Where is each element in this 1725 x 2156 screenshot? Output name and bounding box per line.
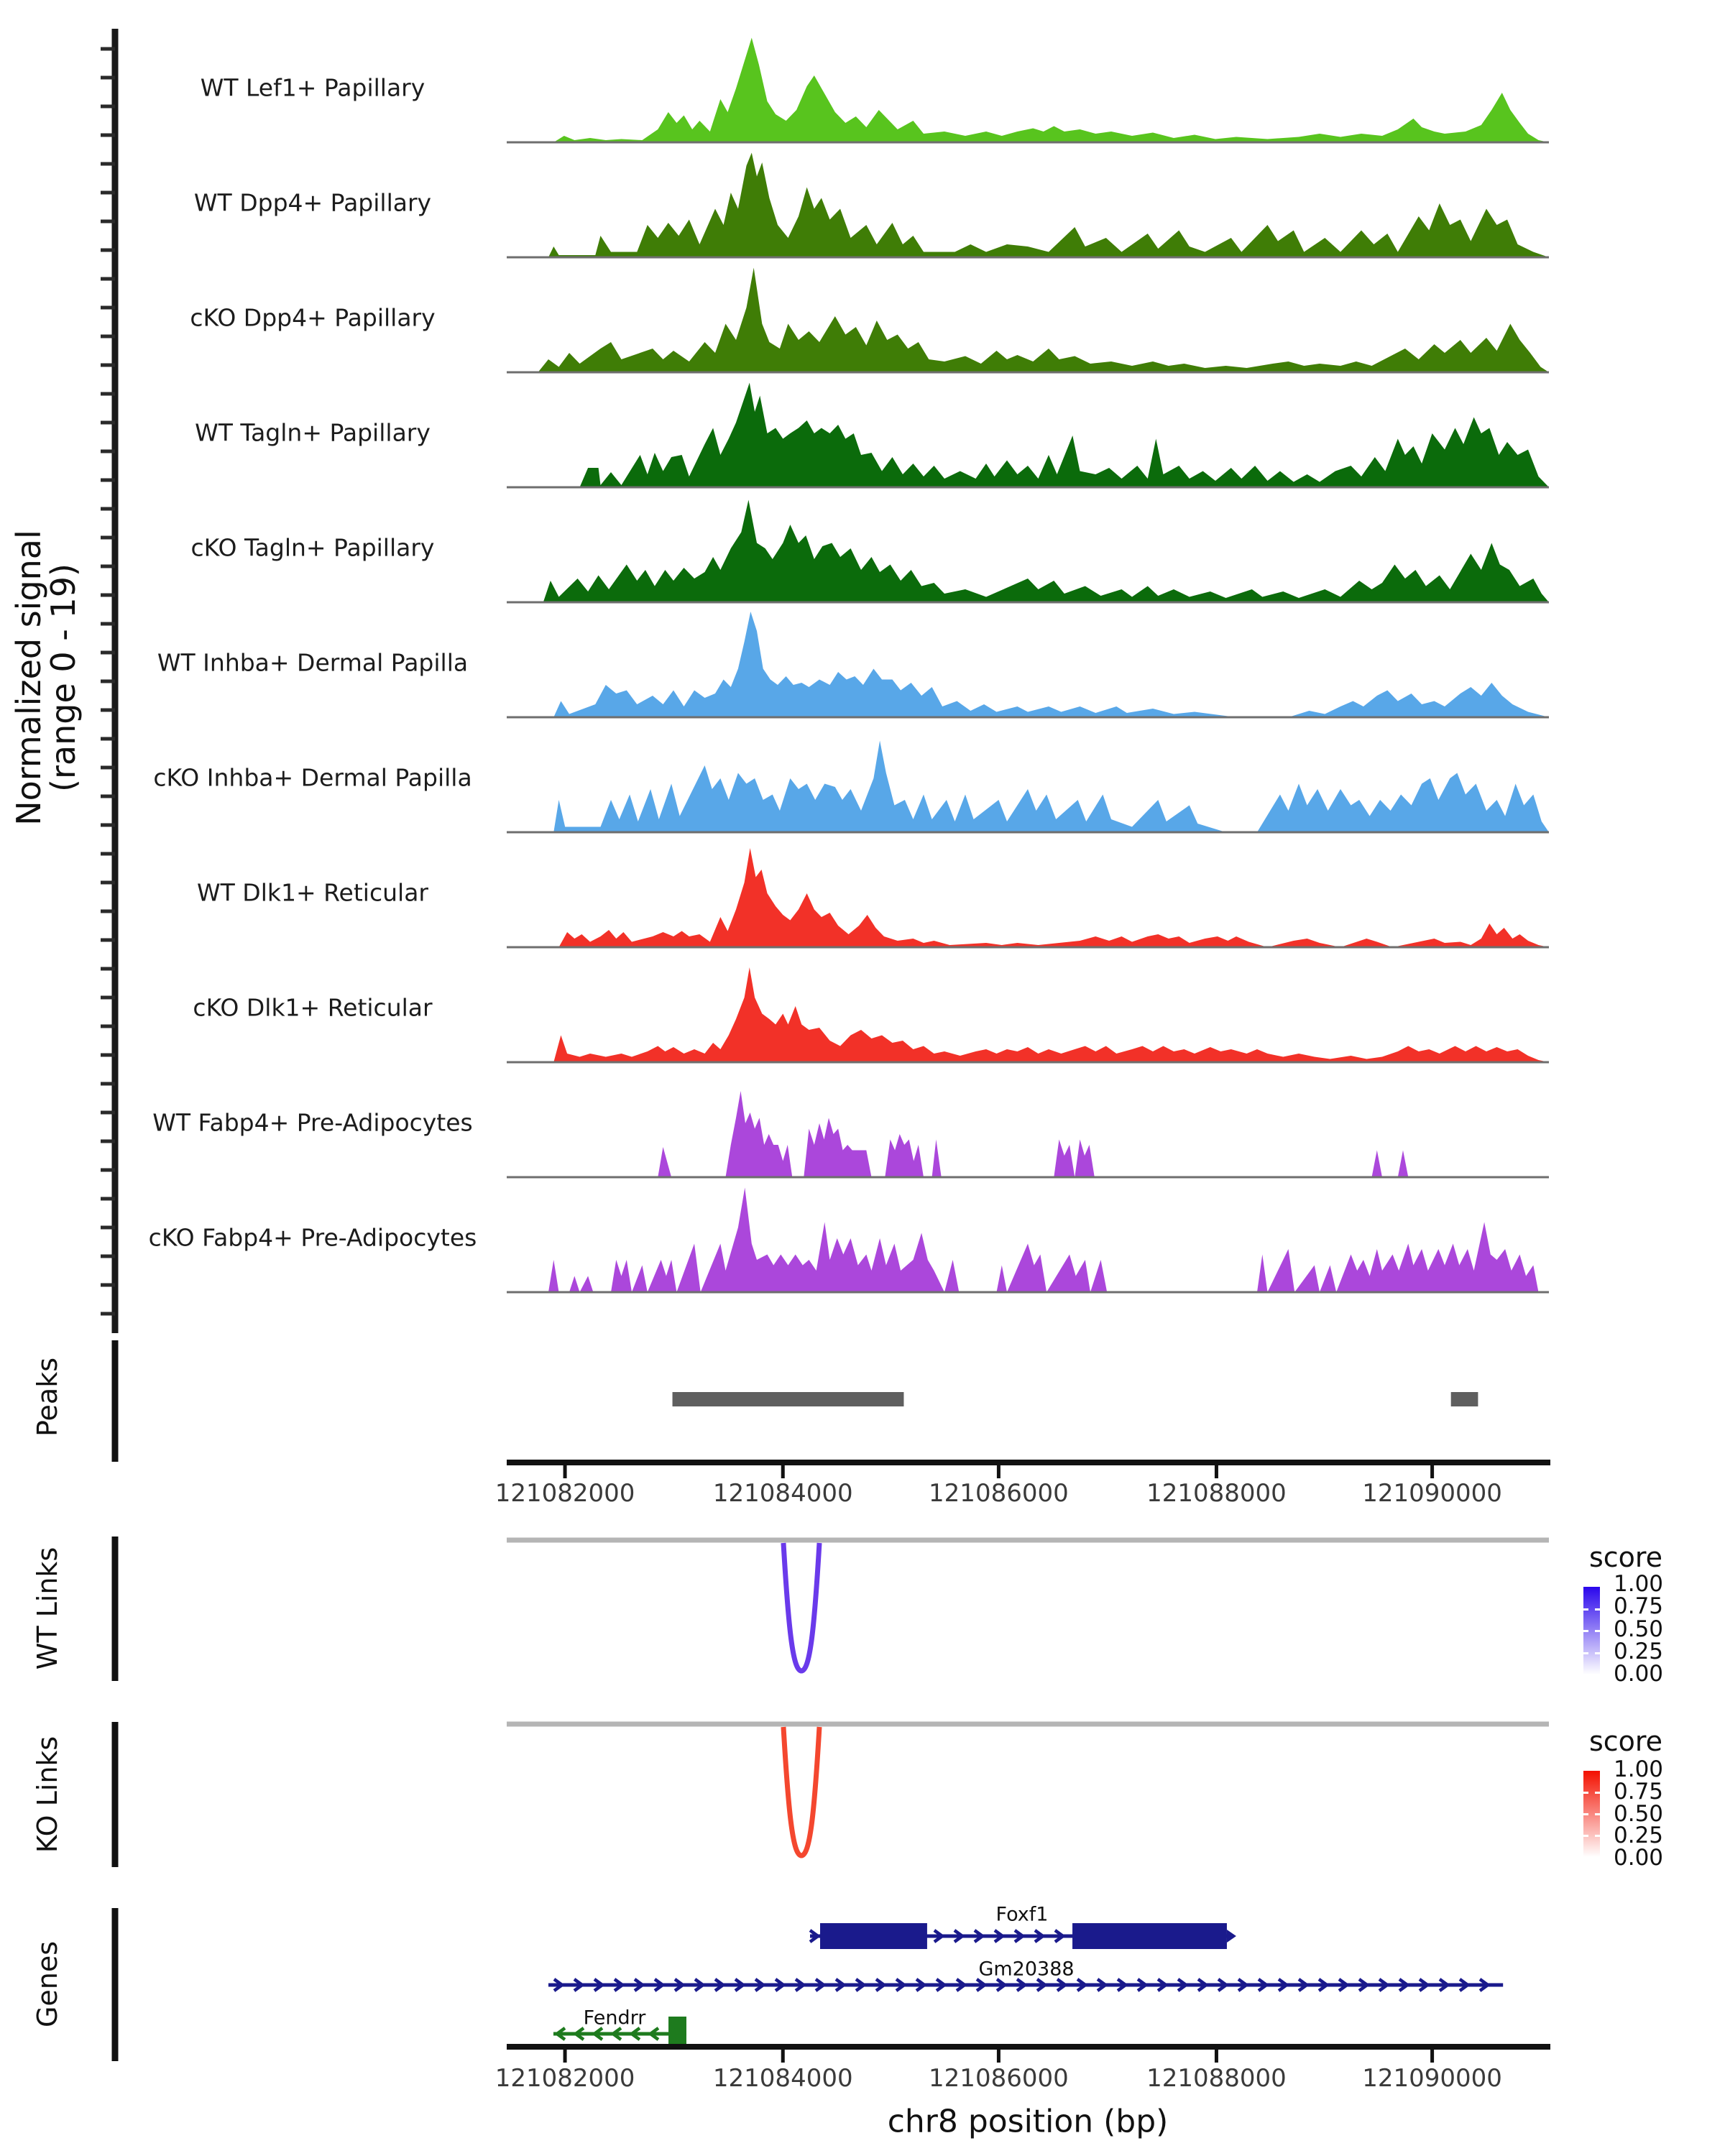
legend-bar-tick xyxy=(1595,1652,1600,1654)
signal-area-11 xyxy=(507,1188,1549,1293)
score-legend-value: 0.00 xyxy=(1614,1661,1664,1687)
ko-links-section-label: KO Links xyxy=(32,1736,63,1853)
genome-tick-label: 121088000 xyxy=(1146,1479,1287,1508)
links-arc-2 xyxy=(783,1727,819,1856)
track-label-7: cKO Inhba+ Dermal Papilla xyxy=(153,763,472,792)
y-axis-label-line2: (range 0 - 19) xyxy=(44,563,83,792)
legend-bar-tick xyxy=(1583,1630,1588,1632)
score-legend-value: 0.00 xyxy=(1614,1845,1664,1871)
genome-tick-label: 121090000 xyxy=(1362,2064,1502,2093)
signal-area-7 xyxy=(507,741,1549,833)
track-label-1: WT Lef1+ Papillary xyxy=(200,73,426,102)
signal-area-4 xyxy=(507,383,1549,488)
signal-area-9 xyxy=(507,967,1549,1062)
score-legend-title-1: score xyxy=(1588,1542,1663,1573)
track-label-6: WT Inhba+ Dermal Papilla xyxy=(157,648,469,677)
legend-bar-tick xyxy=(1595,1792,1600,1794)
track-label-9: cKO Dlk1+ Reticular xyxy=(193,993,433,1022)
signal-area-1 xyxy=(507,38,1549,143)
genome-tick-label: 121090000 xyxy=(1362,1479,1502,1508)
links-arc-1 xyxy=(783,1543,819,1671)
y-axis-label-line1: Normalized signal xyxy=(9,530,48,826)
gene-label-gm20388: Gm20388 xyxy=(978,1958,1075,1981)
wt-links-section-label: WT Links xyxy=(32,1547,63,1670)
legend-bar-tick xyxy=(1583,1792,1588,1794)
peaks-bar-2 xyxy=(1451,1392,1478,1406)
gene-foxf1-exon-1 xyxy=(820,1923,927,1949)
score-legend-value: 0.50 xyxy=(1614,1616,1664,1642)
track-label-10: WT Fabp4+ Pre-Adipocytes xyxy=(152,1108,473,1137)
legend-bar-tick xyxy=(1595,1813,1600,1815)
genome-tick-label: 121082000 xyxy=(494,1479,635,1508)
legend-bar-tick xyxy=(1583,1608,1588,1611)
score-legend-value: 1.00 xyxy=(1614,1571,1664,1597)
genome-tick-label: 121084000 xyxy=(712,1479,853,1508)
track-label-5: cKO Tagln+ Papillary xyxy=(190,533,435,562)
signal-area-2 xyxy=(507,153,1549,258)
legend-bar-tick xyxy=(1583,1813,1588,1815)
score-legend-value: 0.75 xyxy=(1614,1593,1664,1620)
gene-foxf1-exon-2 xyxy=(1072,1923,1227,1949)
legend-bar-tick xyxy=(1583,1652,1588,1654)
track-label-3: cKO Dpp4+ Papillary xyxy=(190,303,436,332)
score-legend-value: 1.00 xyxy=(1614,1756,1664,1782)
genome-tick-label: 121084000 xyxy=(712,2064,853,2093)
genome-tick-label: 121086000 xyxy=(929,1479,1069,1508)
gene-foxf1-end-arrow xyxy=(1227,1930,1236,1943)
signal-area-8 xyxy=(507,848,1549,947)
genome-tick-label: 121086000 xyxy=(929,2064,1069,2093)
score-legend-value: 0.50 xyxy=(1614,1800,1664,1827)
genes-section-label: Genes xyxy=(32,1940,63,2028)
signal-area-5 xyxy=(507,500,1549,603)
gene-label-foxf1: Foxf1 xyxy=(995,1903,1049,1926)
track-label-4: WT Tagln+ Papillary xyxy=(195,418,431,447)
signal-area-6 xyxy=(507,612,1549,717)
signal-area-10 xyxy=(507,1091,1549,1177)
legend-bar-tick xyxy=(1595,1630,1600,1632)
score-legend-value: 0.75 xyxy=(1614,1778,1664,1805)
x-axis-title: chr8 position (bp) xyxy=(887,2103,1169,2140)
legend-bar-tick xyxy=(1595,1608,1600,1611)
legend-bar-tick xyxy=(1595,1835,1600,1837)
track-label-2: WT Dpp4+ Papillary xyxy=(193,188,432,217)
gene-label-fendrr: Fendrr xyxy=(583,2007,646,2030)
peaks-section-label: Peaks xyxy=(32,1357,63,1437)
score-legend-title-2: score xyxy=(1588,1726,1663,1757)
track-label-8: WT Dlk1+ Reticular xyxy=(197,878,428,907)
genome-tick-label: 121082000 xyxy=(494,2064,635,2093)
gene-fendrr-terminal-exon xyxy=(668,2017,686,2044)
track-label-11: cKO Fabp4+ Pre-Adipocytes xyxy=(148,1223,477,1252)
peaks-bar-1 xyxy=(673,1392,904,1406)
signal-area-3 xyxy=(507,268,1549,373)
score-legend-value: 0.25 xyxy=(1614,1638,1664,1664)
score-legend-value: 0.25 xyxy=(1614,1823,1664,1849)
genome-tick-label: 121088000 xyxy=(1146,2064,1287,2093)
legend-bar-tick xyxy=(1583,1835,1588,1837)
